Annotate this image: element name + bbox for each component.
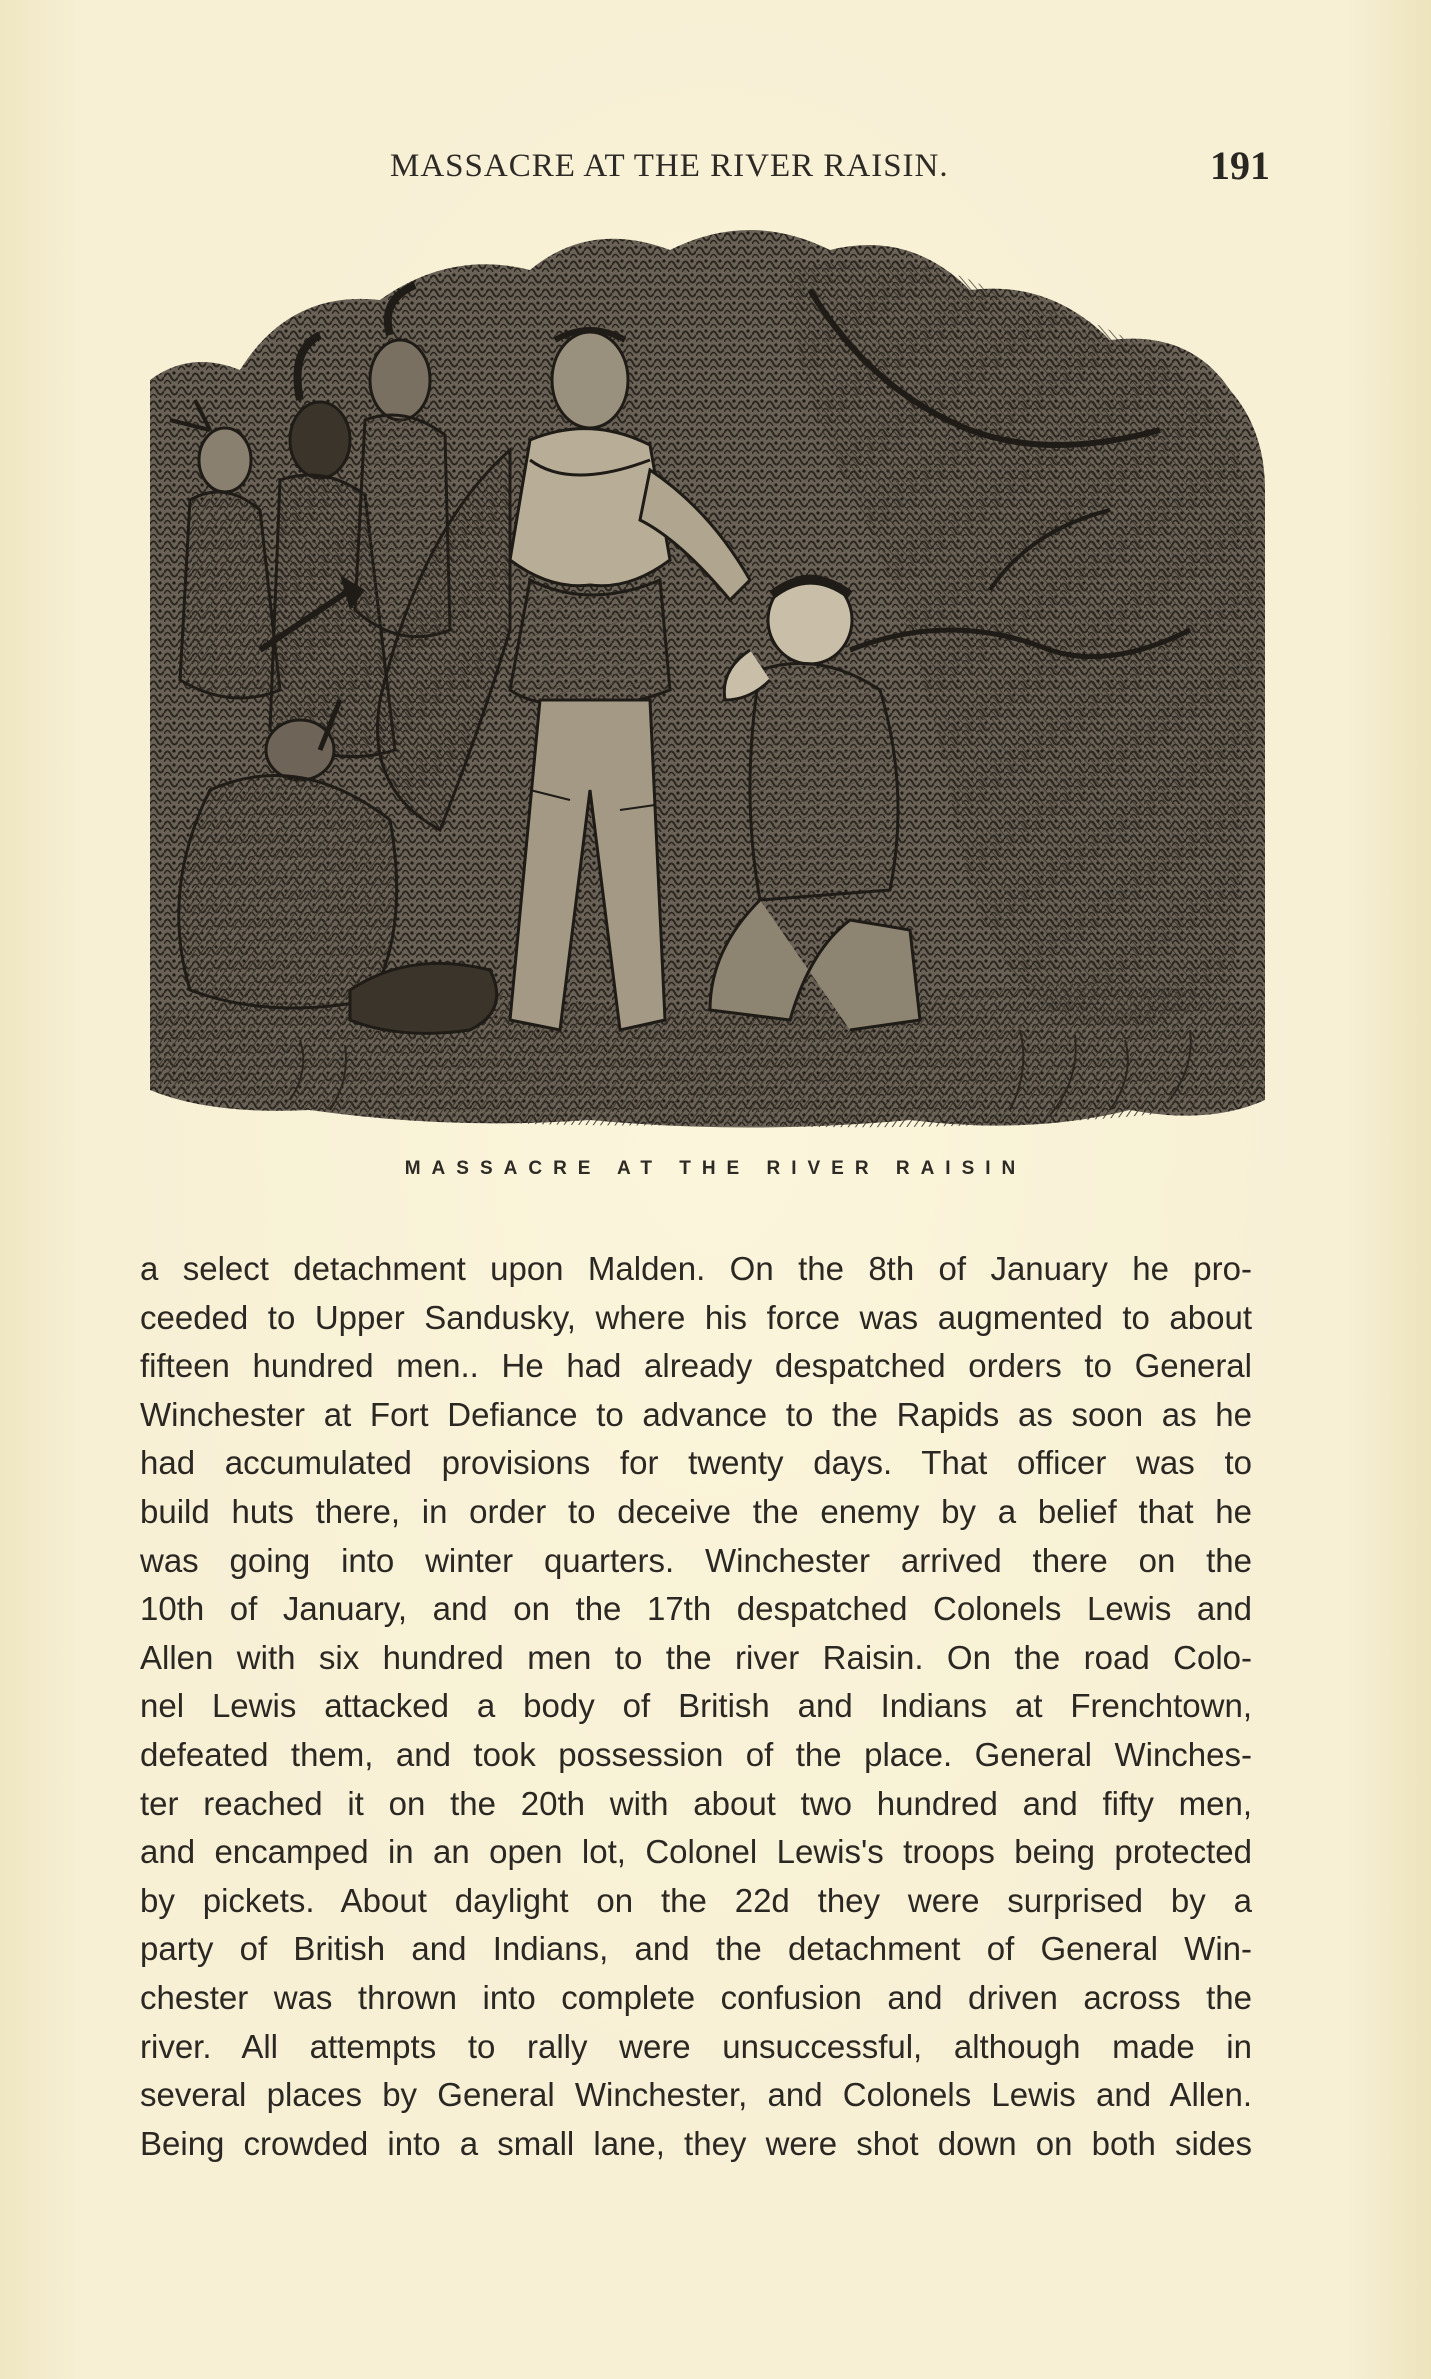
illustration-caption: MASSACRE AT THE RIVER RAISIN (404, 1158, 1027, 1179)
text-line: nel Lewis attacked a body of British and Indians at Frenchtown, (140, 1687, 1252, 1725)
engraving-image (150, 230, 1265, 1135)
page-header (150, 140, 1280, 200)
text-line: had accumulated provisions for twenty days. That officer was to (140, 1444, 1252, 1482)
text-line: build huts there, in order to deceive the enemy by a belief that he (140, 1492, 1252, 1530)
page-number: 191 (1210, 143, 1270, 188)
text-line: Being crowded into a small lane, they were shot down on both sides (140, 2124, 1252, 2162)
text-line: party of British and Indians, and the detachment of General Win- (140, 1930, 1252, 1968)
engraving-illustration (150, 230, 1265, 1135)
text-line: a select detachment upon Malden. On the 8th of January he pro- (140, 1250, 1252, 1287)
text-line: by pickets. About daylight on the 22d they were surprised by a (140, 1881, 1252, 1919)
text-line: several places by General Winchester, and Colonels Lewis and Allen. (140, 2076, 1252, 2114)
text-line: ter reached it on the 20th with about two hundred and fifty men, (140, 1784, 1252, 1822)
body-text (140, 1245, 1252, 2168)
text-line: Allen with six hundred men to the river Raisin. On the road Colo- (140, 1638, 1252, 1676)
text-line: was going into winter quarters. Winchester arrived there on the (140, 1541, 1252, 1579)
text-line: fifteen hundred men.. He had already despatched orders to General (140, 1347, 1252, 1385)
text-line: chester was thrown into complete confusion and driven across the (140, 1978, 1252, 2016)
text-line: 10th of January, and on the 17th despatched Colonels Lewis and (140, 1590, 1252, 1628)
text-line: defeated them, and took possession of the place. General Winches- (140, 1735, 1252, 1773)
text-line: and encamped in an open lot, Colonel Lewis's troops being protected (140, 1833, 1252, 1871)
text-line: ceeded to Upper Sandusky, where his force was augmented to about (140, 1298, 1252, 1336)
text-line: Winchester at Fort Defiance to advance to the Rapids as soon as he (140, 1395, 1252, 1433)
text-line: river. All attempts to rally were unsuccessful, although made in (140, 2027, 1252, 2065)
running-head: MASSACRE AT THE RIVER RAISIN. (390, 148, 949, 184)
